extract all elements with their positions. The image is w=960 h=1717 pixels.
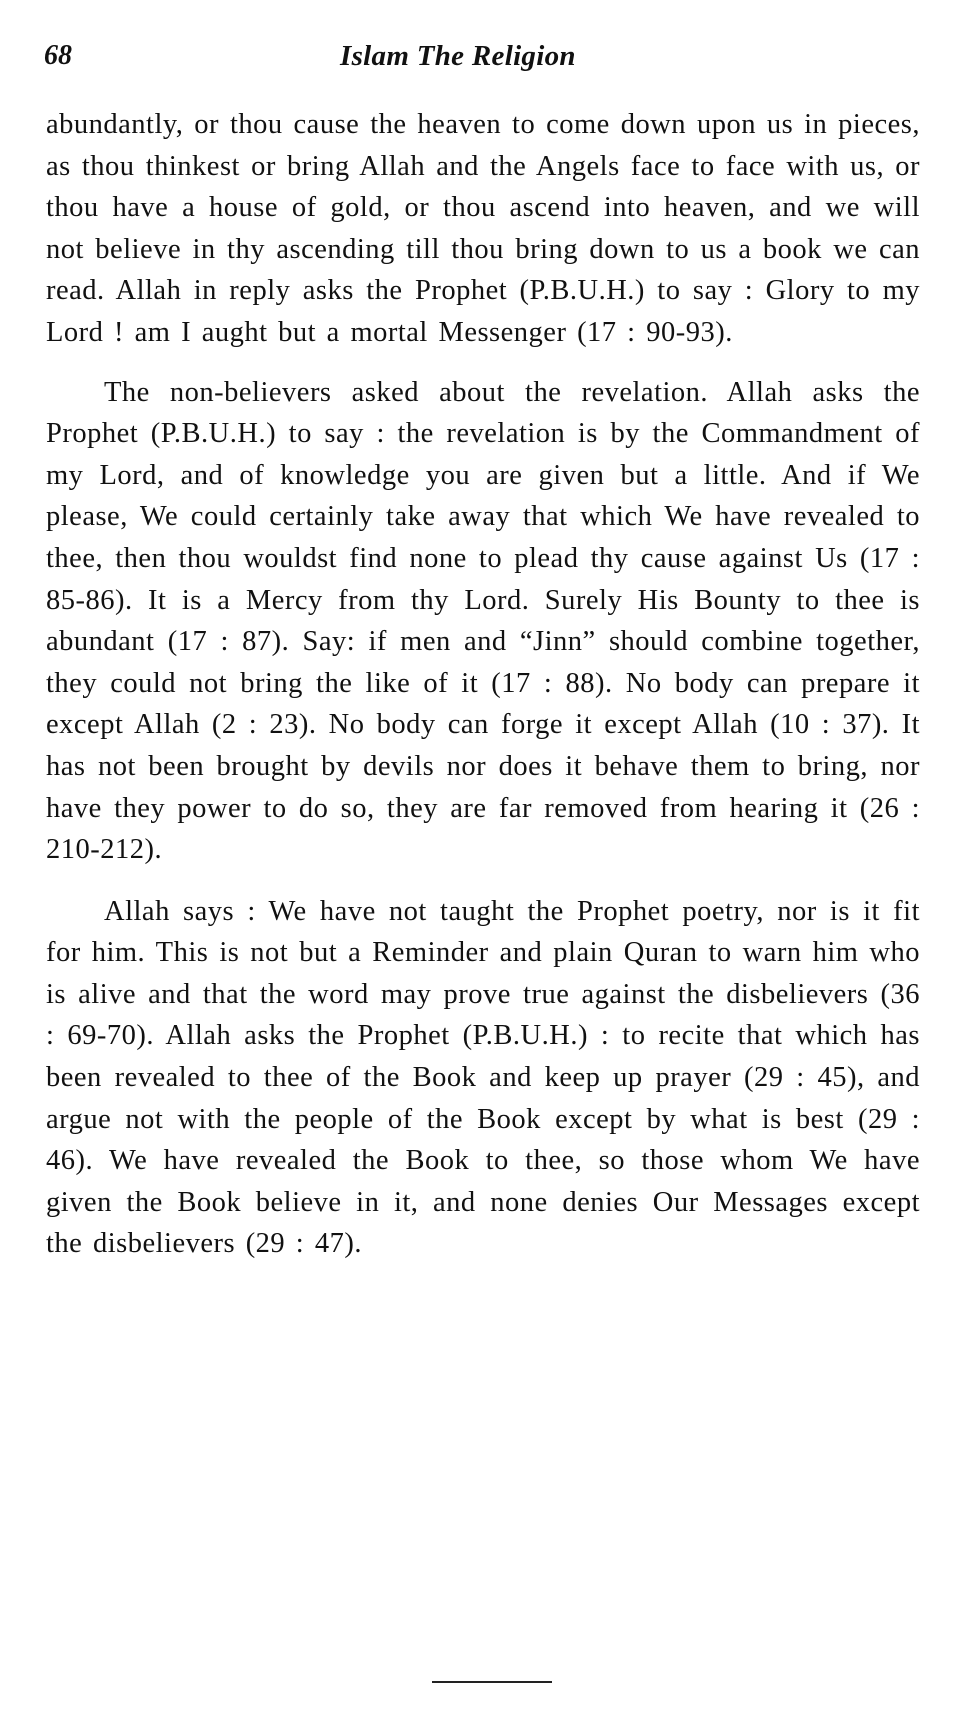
section-end-rule: [432, 1681, 552, 1683]
page-number: 68: [44, 40, 72, 71]
body-text: [46, 104, 920, 1265]
paragraph-continued: abundantly, or thou cause the heaven to come down upon us in pieces, as thou thinkest or bring Allah and the Angels face to face with us, or thou have a house of gold, or thou ascend into heaven, and we will not believe in thy ascending till thou bring down to us a book we can read. Allah in reply asks the Prophet (P.B.U.H.) to say : Glory to my Lord ! am I aught but a mortal Messenger (17 : 90-93).: [46, 109, 920, 348]
running-header: [44, 40, 924, 80]
running-title: Islam The Religion: [340, 40, 576, 72]
paragraph-poetry: Allah says : We have not taught the Prophet poetry, nor is it fit for him. This is not but a Reminder and plain Quran to warn him who is alive and that the word may prove true against the disbelievers (36 : 69-70). Allah asks the Prophet (P.B.U.H.) : to recite that which has been revealed to thee of the Book and keep up prayer (29 : 45), and argue not with the people of the Book except by what is best (29 : 46). We have revealed the Book to thee, so those whom We have given the Book believe in it, and none denies Our Messages except the disbelievers (29 : 47).: [46, 895, 920, 1260]
paragraph-revelation: The non-believers asked about the revelation. Allah asks the Prophet (P.B.U.H.) to say : the revelation is by the Commandment of my Lord, and of knowledge you are given but a little. And if We please, We could certainly take away that which We have revealed to thee, then thou wouldst find none to plead thy cause against Us (17 : 85-86). It is a Mercy from thy Lord. Surely His Bounty to thee is abundant (17 : 87). Say: if men and “Jinn” should combine together, they could not bring the like of it (17 : 88). No body can prepare it except Allah (2 : 23). No body can forge it except Allah (10 : 37). It has not been brought by devils nor does it behave them to bring, nor have they power to do so, they are far removed from hearing it (26 : 210-212).: [46, 376, 920, 866]
